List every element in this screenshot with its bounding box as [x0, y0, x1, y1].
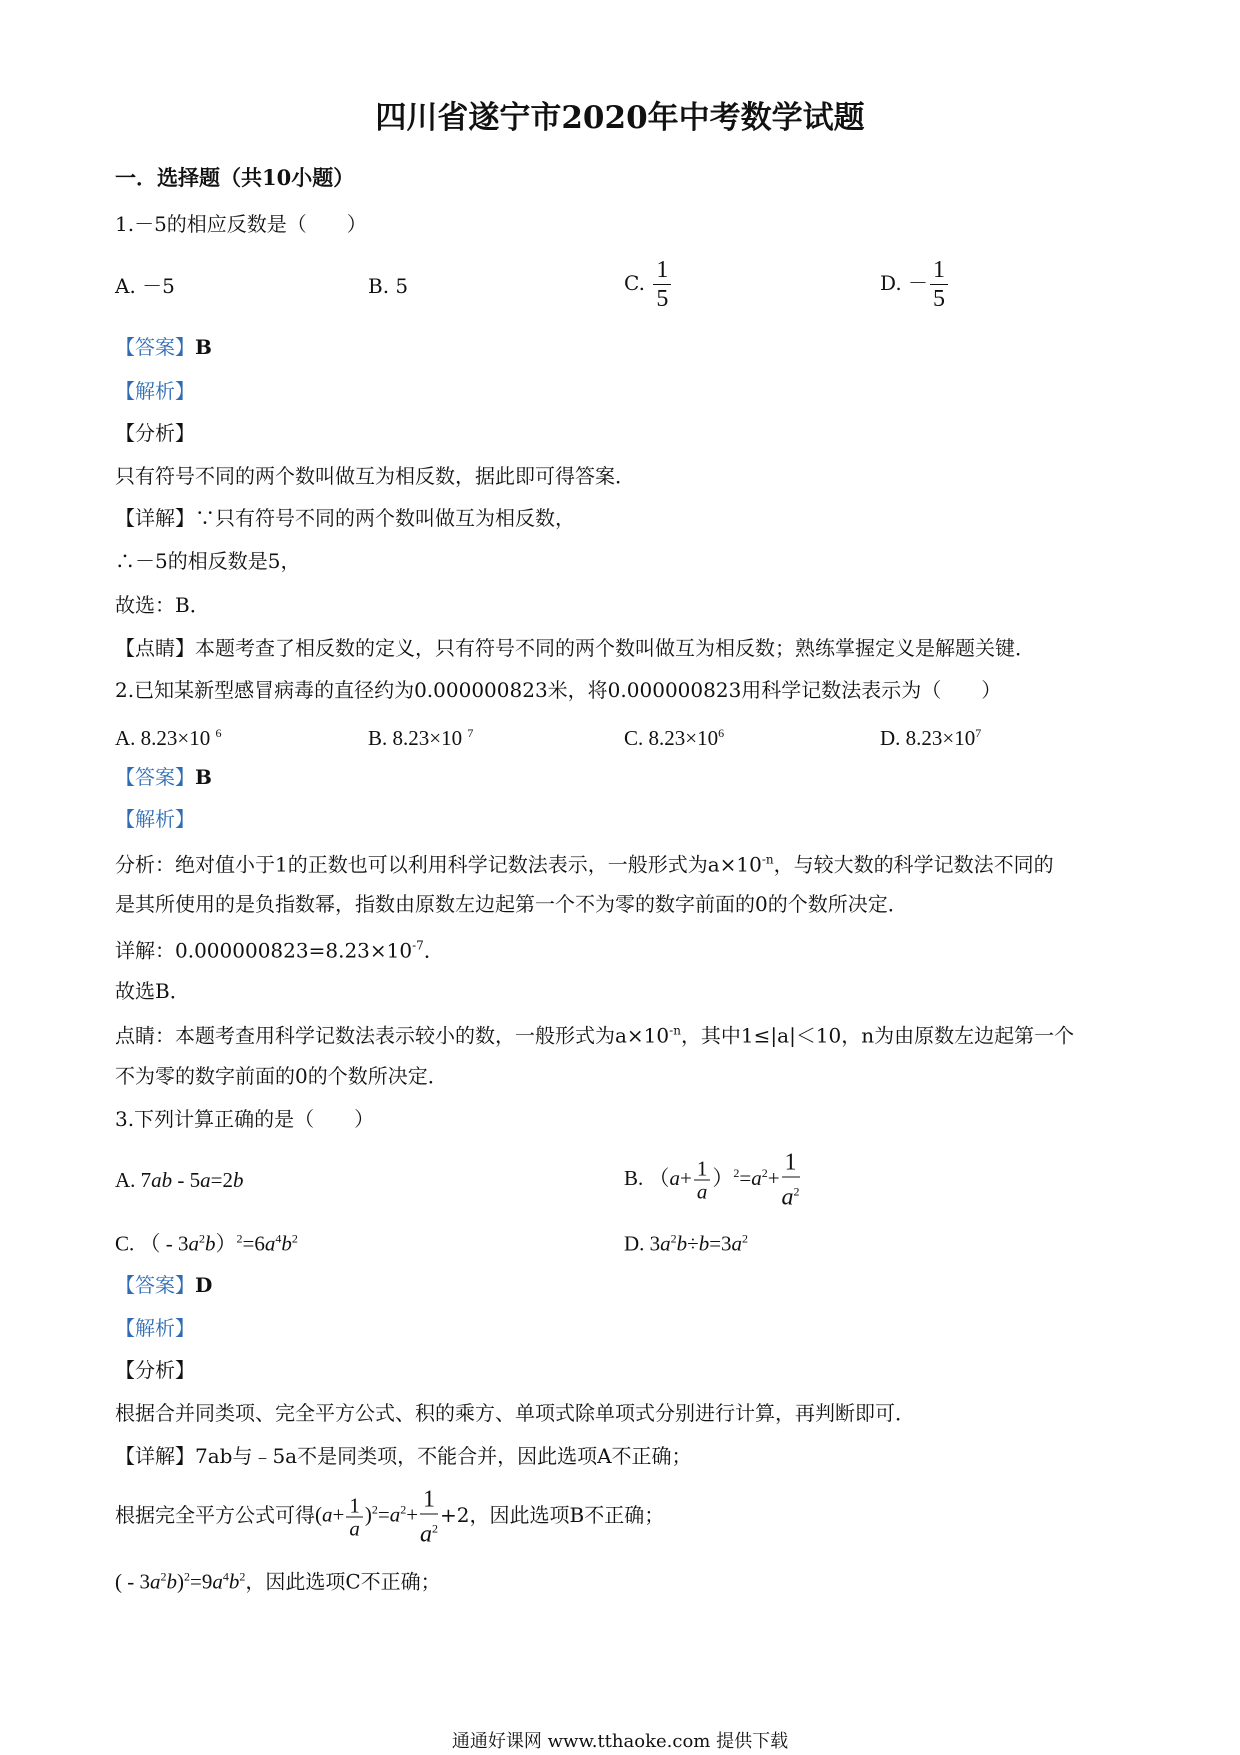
text: ，与较大数的科学记数法不同的	[773, 852, 1054, 877]
fenxi-text: 根据合并同类项、完全平方公式、积的乘方、单项式除单项式分别进行计算，再判断即可．	[115, 1401, 915, 1425]
fraction: $\frac{1}{a^2}$	[420, 1486, 439, 1548]
option-c	[624, 720, 724, 751]
dianjing-line-1	[115, 1018, 1074, 1049]
fenxi-text: 只有符号不同的两个数叫做互为相反数，据此即可得答案．	[115, 464, 635, 488]
dianjing-label: 【点睛】	[115, 636, 195, 660]
choose-line: 故选B．	[115, 979, 190, 1003]
exponent: -7	[412, 938, 424, 953]
denominator: 5	[656, 286, 669, 312]
question-3-stem: 3.下列计算正确的是（ ）	[115, 1107, 375, 1131]
text: ，其中1≤|a|＜10，n为由原数左边起第一个	[680, 1023, 1075, 1048]
option-a	[115, 720, 222, 751]
therefore-line: ∴－5的相反数是5，	[115, 549, 301, 573]
exponent: 7	[467, 726, 474, 740]
choose-line: 故选：B．	[115, 593, 210, 617]
analysis-label: 【解析】	[115, 379, 195, 403]
answer-value: B	[195, 335, 212, 359]
text: 分析：绝对值小于1的正数也可以利用科学记数法表示，一般形式为a×10	[115, 852, 762, 877]
option-d-label: D. －	[880, 271, 929, 295]
question-2-stem: 2.已知某新型感冒病毒的直径约为0.000000823米，将0.000000823用科学记数法表示为（ ）	[115, 678, 1002, 702]
exponent: -n	[761, 852, 774, 867]
option-c-label: C.	[624, 271, 645, 295]
option-a: A. 7ab - 5a=2b	[115, 1168, 244, 1192]
exponent: 6	[718, 726, 725, 740]
numerator: 1	[653, 256, 671, 285]
fraction	[930, 256, 948, 313]
detail-label: 【详解】	[115, 1444, 195, 1468]
text: +2，因此选项B不正确；	[440, 1502, 665, 1527]
fraction: $\frac{1}{a}$	[694, 1158, 711, 1203]
option-c	[624, 256, 673, 313]
option-d	[880, 720, 981, 751]
detail-line	[115, 933, 444, 964]
option-d-text: D. 8.23×10	[880, 726, 976, 750]
answer-line	[115, 334, 212, 360]
answer-label: 【答案】	[115, 765, 195, 789]
text: 点睛：本题考查用科学记数法表示较小的数，一般形式为a×10	[115, 1023, 670, 1048]
section-heading: 一．选择题（共10小题）	[115, 165, 355, 190]
answer-value: B	[195, 765, 212, 789]
analysis-text-1	[115, 847, 1054, 878]
option-d	[880, 256, 950, 313]
fraction: $\frac{1}{a^2}$	[781, 1149, 800, 1211]
option-b: B. 5	[368, 274, 409, 298]
detail-line	[115, 1443, 692, 1469]
fenxi-label: 【分析】	[115, 421, 195, 445]
analysis-text-2: 是其所使用的是负指数幂，指数由原数左边起第一个不为零的数字前面的0的个数所决定．	[115, 892, 908, 916]
exponent: 7	[975, 726, 982, 740]
answer-value: D	[195, 1273, 213, 1297]
option-b-text: B. 8.23×10	[368, 726, 463, 750]
dianjing-line-2: 不为零的数字前面的0的个数所决定．	[115, 1064, 448, 1088]
answer-label: 【答案】	[115, 335, 195, 359]
detail-b-line: 根据完全平方公式可得(a+ $\frac{1}{a}$ )$^2=a^2+$ $\frac{1}{a^2}$ +2，因此选项B不正确；	[115, 1486, 665, 1548]
option-c-text: C. 8.23×10	[624, 726, 719, 750]
text: 根据完全平方公式可得	[115, 1502, 315, 1527]
option-d: D. $3a^2b\div b=3a^2$	[624, 1231, 749, 1256]
detail-c-line: ( - $3a^2b)^2=9a^4b^2$，因此选项C不正确；	[115, 1569, 441, 1594]
exponent: 6	[215, 726, 222, 740]
detail-text: 7ab与﹣5a不是同类项，不能合并，因此选项A不正确；	[195, 1444, 692, 1468]
dianjing-line	[115, 635, 1035, 661]
fraction: $\frac{1}{a}$	[346, 1495, 363, 1540]
text: ．	[423, 938, 444, 963]
option-b	[368, 720, 473, 751]
question-2-options	[115, 720, 1215, 750]
detail-line	[115, 505, 575, 531]
dianjing-text: 本题考查了相反数的定义，只有符号不同的两个数叫做互为相反数；熟练掌握定义是解题关键．	[195, 636, 1035, 660]
option-a: A. －5	[115, 274, 175, 298]
answer-line	[115, 764, 212, 790]
option-b: B. （a+ $\frac{1}{a}$ ）$^2=a^2+$ $\frac{1}{a^2}$	[624, 1149, 800, 1211]
analysis-label: 【解析】	[115, 807, 195, 831]
text: ，因此选项C不正确；	[245, 1569, 441, 1594]
exponent: -n	[669, 1023, 681, 1038]
answer-label: 【答案】	[115, 1273, 195, 1297]
fraction	[653, 256, 671, 313]
option-a-text: A. 8.23×10	[115, 726, 211, 750]
question-1-stem: 1.－5的相应反数是（ ）	[115, 212, 367, 236]
fenxi-label: 【分析】	[115, 1358, 195, 1382]
text: 详解：0.000000823=8.23×10	[115, 938, 413, 963]
numerator: 1	[930, 256, 948, 285]
denominator: 5	[933, 286, 946, 312]
question-1-options	[115, 256, 1215, 316]
option-c: C. （ - $3a^2b)^2=6a^4b^2$	[115, 1231, 298, 1256]
detail-label: 【详解】	[115, 506, 195, 530]
answer-line	[115, 1272, 212, 1298]
detail-text: ∵只有符号不同的两个数叫做互为相反数，	[195, 506, 575, 530]
page-title: 四川省遂宁市2020年中考数学试题	[375, 100, 865, 136]
analysis-label: 【解析】	[115, 1316, 195, 1340]
footer: 通通好课网 www.tthaoke.com 提供下载	[451, 1731, 789, 1752]
